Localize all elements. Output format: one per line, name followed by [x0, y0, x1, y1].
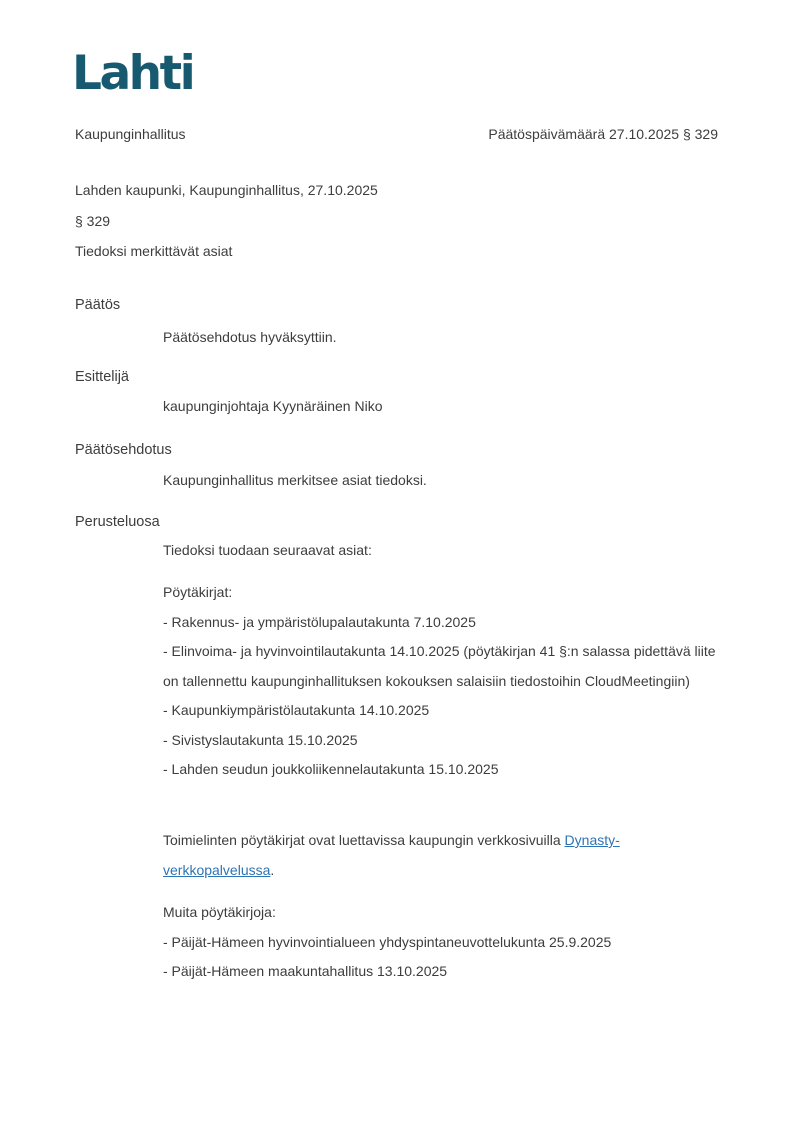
intro-section-number: § 329 [75, 212, 111, 229]
section-content-paatos: Päätösehdotus hyväksyttiin. [163, 329, 337, 345]
poytakirjat-heading: Pöytäkirjat: [163, 584, 233, 600]
list-item: - Elinvoima- ja hyvinvointilautakunta 14.10.2025 (pöytäkirjan 41 §:n salassa pidettävä liite on tallennettu kaupunginhallituksen kokouksen salaisiin tiedostoihin CloudMeetingiin) [163, 643, 716, 689]
section-content-esittelija: kaupunginjohtaja Kyynäräinen Niko [163, 398, 383, 414]
list-item: - Rakennus- ja ympäristölupalautakunta 7.10.2025 [163, 613, 476, 630]
list-item: - Kaupunkiympäristölautakunta 14.10.2025 [163, 702, 430, 718]
muita-heading: Muita pöytäkirjoja: [163, 904, 276, 920]
muita-block [163, 898, 719, 987]
page-header [75, 126, 718, 142]
intro-case-title: Tiedoksi merkittävät asiat [75, 243, 233, 259]
link-paragraph-period: . [270, 861, 275, 878]
list-item: - Päijät-Hämeen hyvinvointialueen yhdyspintaneuvottelukunta 25.9.2025 [163, 933, 612, 950]
link-paragraph [163, 826, 719, 885]
list-item: - Päijät-Hämeen maakuntahallitus 13.10.2025 [163, 963, 448, 979]
section-label-esittelija: Esittelijä [75, 369, 129, 385]
link-paragraph-text: Toimielinten pöytäkirjat ovat luettavissa kaupungin verkkosivuilla [163, 832, 565, 848]
intro-block [75, 175, 718, 267]
section-content-paatosehdotus: Kaupunginhallitus merkitsee asiat tiedoksi. [163, 472, 427, 488]
header-decision-date: Päätöspäivämäärä 27.10.2025 § 329 [488, 126, 718, 142]
poytakirjat-block [163, 578, 719, 785]
section-label-perusteluosa: Perusteluosa [75, 514, 160, 530]
intro-meeting-line: Lahden kaupunki, Kaupunginhallitus, 27.10.2025 [75, 182, 378, 198]
section-content-perusteluosa: Tiedoksi tuodaan seuraavat asiat: [163, 542, 372, 558]
section-label-paatos: Päätös [75, 297, 121, 313]
header-org-name: Kaupunginhallitus [75, 126, 186, 142]
list-item: - Sivistyslautakunta 15.10.2025 [163, 731, 358, 748]
dynasty-link[interactable]: Dynasty-verkkopalvelussa [163, 832, 620, 878]
section-label-paatosehdotus: Päätösehdotus [75, 442, 172, 458]
list-item: - Lahden seudun joukkoliikennelautakunta 15.10.2025 [163, 761, 499, 777]
lahti-logo: Lahti [72, 46, 194, 101]
